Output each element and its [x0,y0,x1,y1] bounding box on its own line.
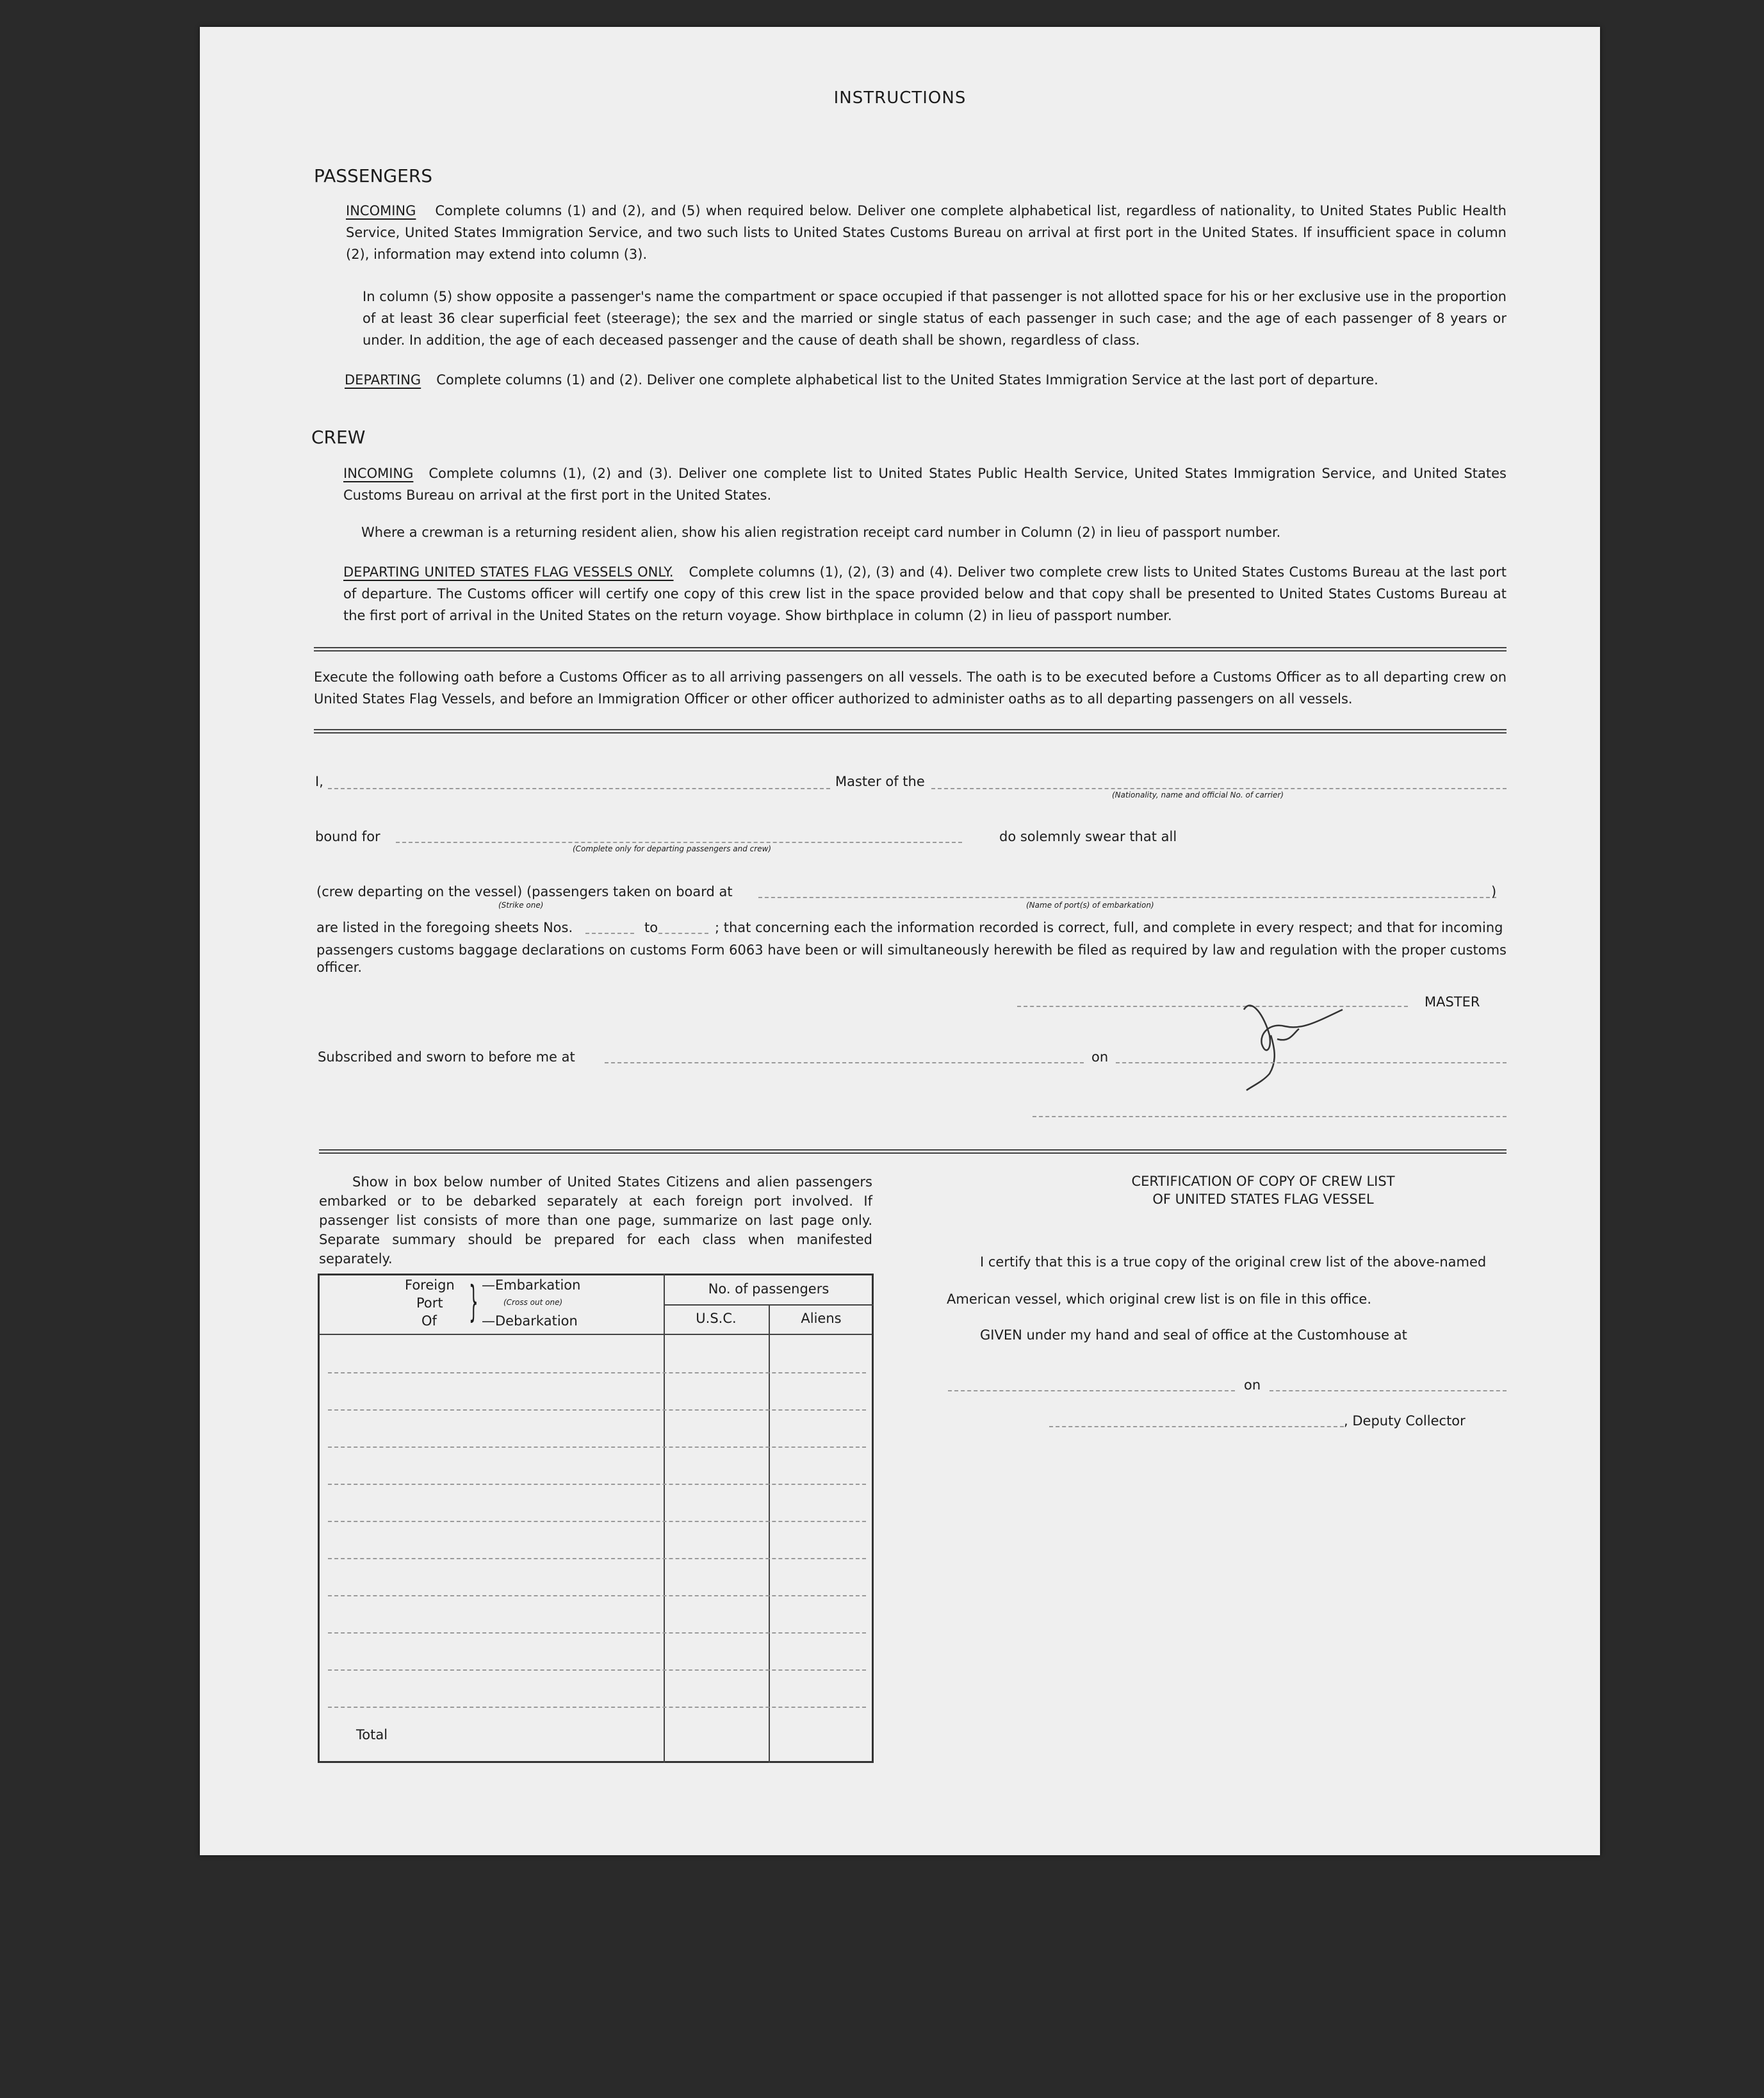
table-row[interactable] [328,1595,866,1596]
passengers-heading: PASSENGERS [314,165,433,186]
on-label: on [1091,1049,1109,1065]
divider [314,729,1507,733]
certification-on-label: on [1244,1377,1261,1393]
crew-incoming-paragraph [343,463,1507,506]
table-header-bottom [319,1334,872,1335]
debarkation-label: —Debarkation [482,1313,578,1329]
summary-instructions: Show in box below number of United States Citizens and alien passengers embarked or to be debarked separately at each foreign port involved. If passenger list consists of more than one page, summarize on last page only. Separate summary should be prepared for each class when manifested separately. [319,1174,872,1266]
port-embarkation-field[interactable] [758,897,1496,898]
certification-line-3: GIVEN under my hand and seal of office at the Customhouse at [980,1327,1407,1343]
table-row[interactable] [328,1372,866,1373]
customhouse-field[interactable] [948,1390,1235,1391]
subscribed-label: Subscribed and sworn to before me at [318,1049,575,1065]
signature-scribble [1232,971,1360,1099]
sheet-from-field[interactable] [585,933,634,934]
master-label: MASTER [1425,994,1480,1010]
brace-icon: } [469,1277,478,1326]
certification-line-2: American vessel, which original crew list is on file in this office. [947,1291,1372,1307]
no-passengers-header: No. of passengers [708,1281,829,1297]
table-row[interactable] [328,1558,866,1559]
certification-heading-1: CERTIFICATION OF COPY OF CREW LIST [1131,1174,1395,1189]
departing-note: (Complete only for departing passengers and crew) [573,844,772,853]
crew-departing-text: Complete columns (1), (2), (3) and (4). Deliver two complete crew lists to United States Customs Bureau at the last port of departure. The Customs officer will certify one copy of this crew list in the space provided below and that copy shall be presented to United States Customs Bureau at the first port of arrival in the United States on the return voyage. Show birthplace in column (2) in lieu of passport number. [343,564,1507,623]
divider [319,1149,1507,1154]
passengers-departing-paragraph [345,369,1507,391]
nationality-note: (Nationality, name and official No. of carrier) [1112,791,1284,799]
table-row[interactable] [328,1446,866,1448]
passengers-column5-paragraph: In column (5) show opposite a passenger's name the compartment or space occupied if that passenger is not allotted space for his or her exclusive use in the proportion of at least 36 clear superficial feet (steerage); the sex and the married or single status of each passenger in such case; and the age of each passenger of 8 years or under. In addition, the age of each deceased passenger and the cause of death shall be shown, regardless of class. [363,289,1507,348]
page-title: INSTRUCTIONS [833,88,967,108]
oath-i-label: I, [315,774,323,789]
certification-heading-2: OF UNITED STATES FLAG VESSEL [1152,1192,1374,1207]
listed-prefix: are listed in the foregoing sheets Nos. [316,920,573,935]
listed-text: ; that concerning each the information recorded is correct, full, and complete in every respect; and that for incoming [715,920,1503,935]
table-row[interactable] [328,1632,866,1634]
crew-heading: CREW [311,427,366,448]
aliens-header: Aliens [801,1311,842,1326]
carrier-field[interactable] [931,788,1507,789]
cross-out-note: (Cross out one) [503,1298,563,1307]
table-row[interactable] [328,1707,866,1708]
bound-for-label: bound for [315,829,380,844]
document-page [200,27,1600,1855]
sheet-to-field[interactable] [658,933,708,934]
table-header-divider [664,1304,874,1306]
foreign-label: Foreign [405,1277,455,1293]
table-row[interactable] [328,1484,866,1485]
listed-text-3: officer. [316,960,362,975]
swear-label: do solemnly swear that all [999,829,1177,844]
passengers-incoming-paragraph [346,200,1507,265]
crew-departing-label: (crew departing on the vessel) (passengers taken on board at [316,884,733,899]
total-label: Total [356,1727,388,1742]
officer-signature-field[interactable] [1033,1116,1507,1117]
deputy-signature-field[interactable] [1049,1426,1344,1427]
certification-line-1: I certify that this is a true copy of the original crew list of the above-named [980,1254,1487,1270]
crew-departing-label: DEPARTING UNITED STATES FLAG VESSELS ONLY. [343,564,674,580]
oath-instructions: Execute the following oath before a Customs Officer as to all arriving passengers on all vessels. The oath is to be executed before a Customs Officer as to all departing crew on United States Flag Vessels, and before an Immigration Officer or other officer authorized to administer oaths as to all departing passengers on all vessels. [314,669,1507,707]
passengers-incoming-label: INCOMING [346,203,416,218]
listed-text-2: passengers customs baggage declarations on customs Form 6063 have been or will simultaneously herewith be filed as required by law and regulation with the proper customs [316,942,1507,958]
crew-incoming-label: INCOMING [343,466,414,481]
table-row[interactable] [328,1669,866,1671]
passengers-departing-text: Complete columns (1) and (2). Deliver one complete alphabetical list to the United States Immigration Service at the last port of departure. [436,372,1378,388]
master-name-field[interactable] [328,788,830,789]
sworn-date-field[interactable] [1116,1062,1507,1063]
sworn-place-field[interactable] [605,1062,1084,1063]
usc-header: U.S.C. [696,1311,737,1326]
passengers-incoming-text: Complete columns (1) and (2), and (5) when required below. Deliver one complete alphabetical list, regardless of nationality, to United States Public Health Service, United States Immigration Service, and two such lists to United States Customs Bureau on arrival at first port in the United States. If insufficient space in column (2), information may extend into column (3). [346,203,1507,262]
ports-note: (Name of port(s) of embarkation) [1026,901,1154,910]
close-paren: ) [1491,884,1497,899]
strike-one-note: (Strike one) [498,901,544,910]
certification-date-field[interactable] [1270,1390,1507,1391]
divider [314,647,1507,652]
deputy-collector-label: , Deputy Collector [1344,1413,1466,1429]
to-label: to [644,920,658,935]
bound-for-field[interactable] [396,842,962,843]
master-of-the-label: Master of the [835,774,925,789]
passenger-summary-table [318,1274,874,1763]
table-row[interactable] [328,1409,866,1411]
passengers-departing-label: DEPARTING [345,372,421,388]
port-label: Port [416,1295,443,1311]
crew-resident-paragraph: Where a crewman is a returning resident alien, show his alien registration receipt card number in Column (2) in lieu of passport number. [361,525,1281,540]
table-column-divider [664,1274,665,1763]
crew-incoming-text: Complete columns (1), (2) and (3). Deliver one complete list to United States Public Health Service, United States Immigration Service, and United States Customs Bureau on arrival at the first port in the United States. [343,466,1507,503]
embarkation-label: —Embarkation [482,1277,581,1293]
of-label: Of [421,1313,437,1329]
table-row[interactable] [328,1521,866,1522]
crew-departing-paragraph [343,561,1507,627]
